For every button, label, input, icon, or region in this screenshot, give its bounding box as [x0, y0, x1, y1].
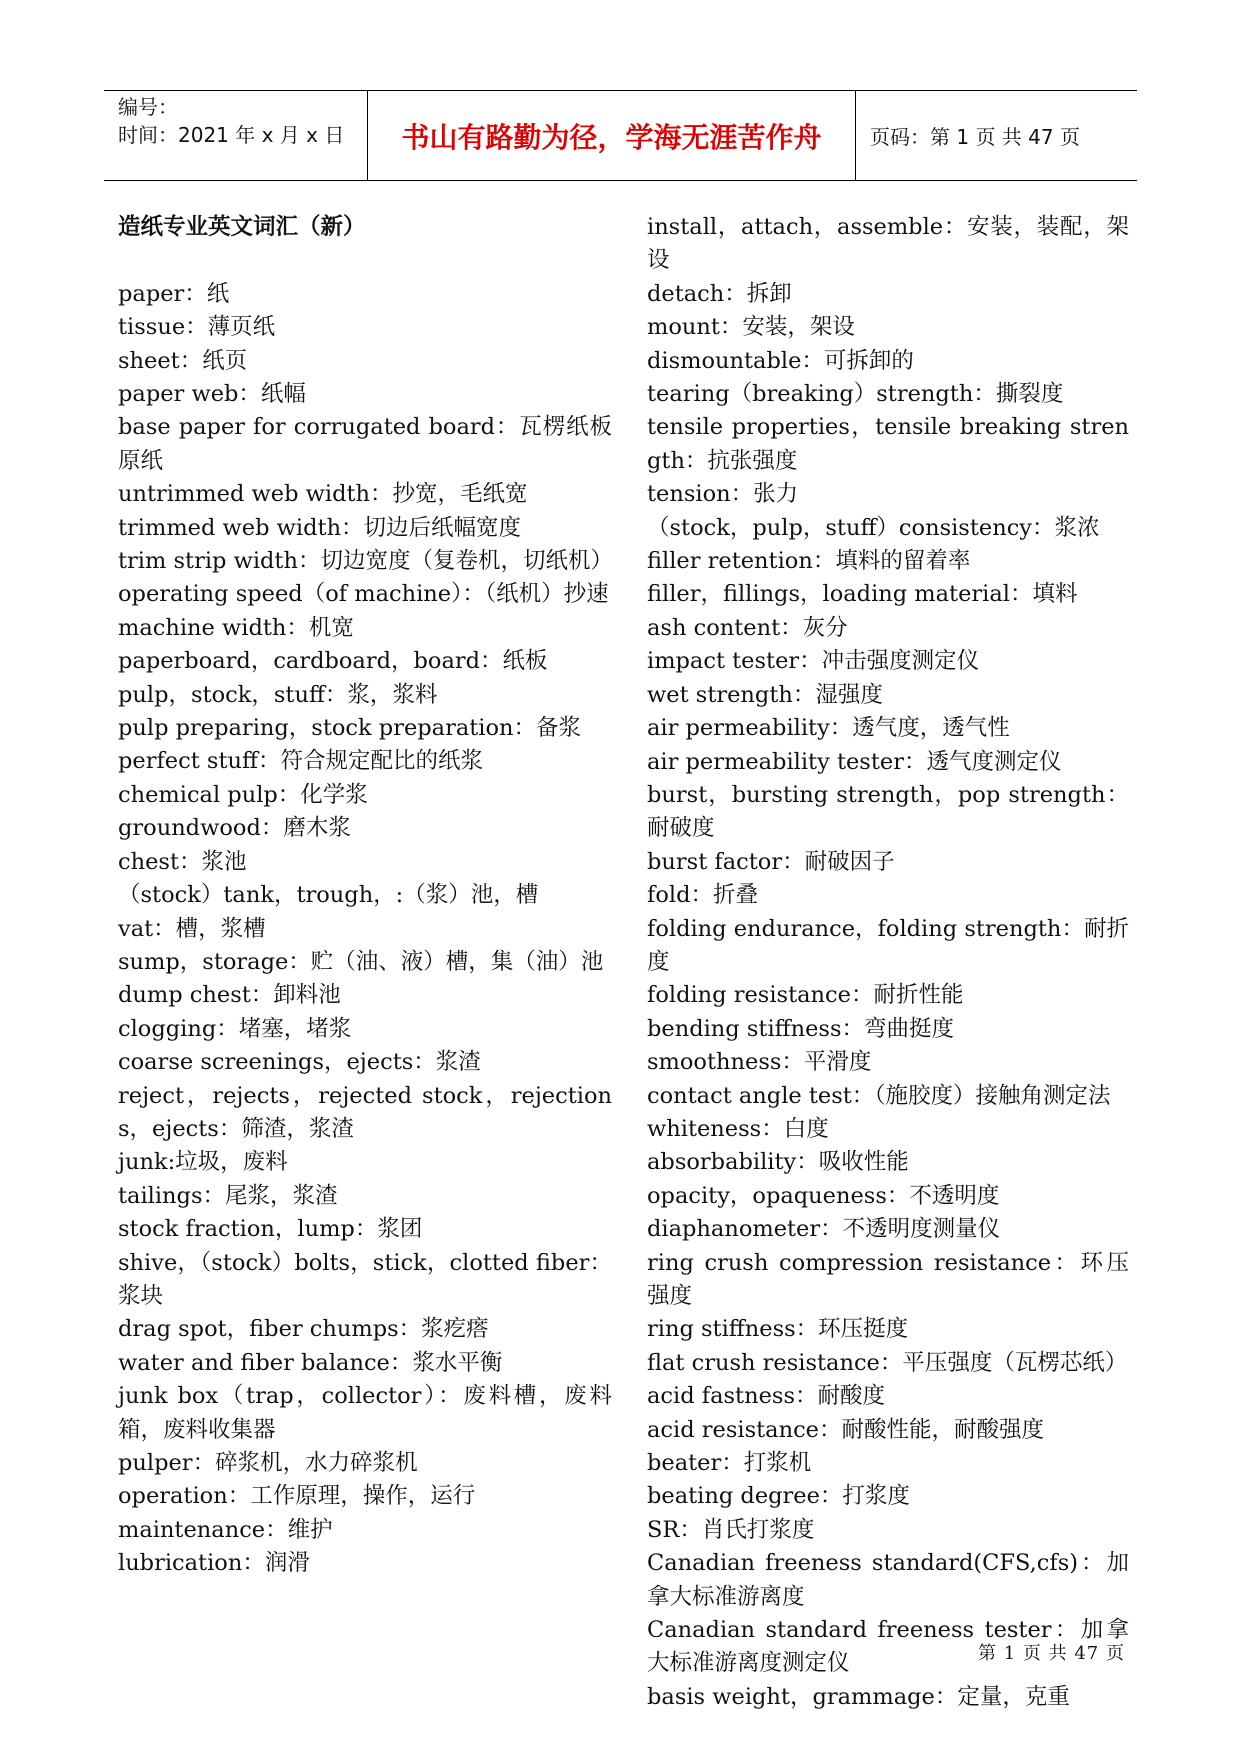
glossary-entry: mount：安装，架设	[647, 314, 855, 341]
glossary-entry: air permeability：透气度，透气性	[647, 715, 1010, 742]
glossary-entry: shive，（stock）bolts，stick，clotted fiber：浆块	[118, 1249, 612, 1309]
glossary-entry: paper：纸	[118, 280, 230, 307]
header-motto-cell	[367, 91, 856, 180]
glossary-entry: wet strength：湿强度	[647, 681, 883, 708]
glossary-entry: coarse screenings，ejects：浆渣	[118, 1049, 481, 1076]
glossary-entry: perfect stuff：符合规定配比的纸浆	[118, 748, 483, 775]
glossary-entry: vat：槽，浆槽	[118, 915, 266, 942]
document-title: 造纸专业英文词汇（新）	[118, 214, 366, 240]
glossary-entry: acid resistance：耐酸性能，耐酸强度	[647, 1416, 1044, 1443]
glossary-entry: sheet：纸页	[118, 347, 248, 374]
glossary-entry: trimmed web width：切边后纸幅宽度	[118, 514, 522, 541]
glossary-entry: burst factor：耐破因子	[647, 848, 895, 875]
glossary-entry: （stock，pulp，stuff）consistency：浆浓	[647, 514, 1100, 541]
glossary-entry: fold：折叠	[647, 882, 758, 909]
glossary-entry: reject，rejects，rejected stock，rejections，ejects：筛渣，浆渣	[118, 1082, 612, 1142]
glossary-entry: smoothness：平滑度	[647, 1049, 872, 1076]
glossary-entry: SR：肖氏打浆度	[647, 1516, 815, 1543]
glossary-entry: absorbability：吸收性能	[647, 1149, 909, 1176]
glossary-entry: dump chest：卸料池	[118, 982, 341, 1009]
glossary-entry: pulp preparing，stock preparation：备浆	[118, 715, 582, 742]
glossary-entry: bending stiffness：弯曲挺度	[647, 1015, 955, 1042]
glossary-entry: ring crush compression resistance：环压强度	[647, 1249, 1129, 1309]
glossary-entry: ash content：灰分	[647, 614, 848, 641]
glossary-entry: trim strip width：切边宽度（复卷机，切纸机）	[118, 548, 613, 575]
glossary-entry: chemical pulp：化学浆	[118, 781, 368, 808]
glossary-entry: folding endurance，folding strength：耐折度	[647, 915, 1129, 975]
glossary-entry: tension：张力	[647, 481, 799, 508]
glossary-entry: groundwood：磨木浆	[118, 815, 351, 842]
left-glossary-list	[118, 278, 612, 1581]
glossary-entry: drag spot，fiber chumps：浆疙瘩	[118, 1316, 489, 1343]
header-page-cell	[856, 91, 1137, 180]
glossary-entry: operating speed（of machine）：（纸机）抄速	[118, 581, 609, 608]
glossary-entry: beating degree：打浆度	[647, 1483, 910, 1510]
glossary-entry: ring stiffness：环压挺度	[647, 1316, 909, 1343]
glossary-entry: base paper for corrugated board：瓦楞纸板原纸	[118, 414, 612, 474]
glossary-entry: pulper：碎浆机，水力碎浆机	[118, 1450, 418, 1476]
glossary-entry: folding resistance：耐折性能	[647, 982, 964, 1009]
glossary-entry: tensile properties，tensile breaking strength：抗张强度	[647, 414, 1129, 474]
glossary-entry: Canadian standard freeness tester：加拿大标准游离度测定仪	[647, 1617, 1129, 1677]
glossary-entry: stock fraction，lump：浆团	[118, 1216, 423, 1243]
glossary-entry: burst，bursting strength，pop strength：耐破度	[647, 781, 1129, 842]
right-glossary-list	[647, 211, 1129, 1714]
glossary-entry: operation：工作原理，操作，运行	[118, 1483, 476, 1510]
page-footer: 第 1 页 共 47 页	[978, 1643, 1125, 1664]
left-column	[118, 211, 612, 1581]
serial-number-label: 编号：	[118, 95, 178, 119]
glossary-entry: install，attach，assemble：安装，装配，架设	[647, 214, 1129, 274]
glossary-entry: chest：浆池	[118, 848, 247, 875]
glossary-entry: tailings：尾浆，浆渣	[118, 1182, 338, 1209]
glossary-entry: whiteness：白度	[647, 1115, 829, 1142]
glossary-entry: lubrication：润滑	[118, 1550, 310, 1577]
glossary-entry: tearing（breaking）strength：撕裂度	[647, 381, 1064, 408]
glossary-entry: beater：打浆机	[647, 1450, 812, 1477]
glossary-entry: paper web：纸幅	[118, 381, 306, 407]
glossary-entry: untrimmed web width：抄宽，毛纸宽	[118, 481, 528, 508]
header-meta	[104, 91, 367, 180]
glossary-entry: contact angle test：（施胶度）接触角测定法	[647, 1082, 1111, 1109]
glossary-entry: clogging：堵塞，堵浆	[118, 1015, 352, 1042]
header-motto: 书山有路勤为径，学海无涯苦作舟	[401, 120, 822, 154]
page-header	[104, 90, 1137, 181]
glossary-entry: paperboard，cardboard，board：纸板	[118, 648, 548, 675]
glossary-entry: dismountable：可拆卸的	[647, 347, 914, 374]
glossary-entry: detach：拆卸	[647, 280, 792, 307]
glossary-entry: junk:垃圾，废料	[118, 1149, 288, 1176]
glossary-entry: flat crush resistance：平压强度（瓦楞芯纸）	[647, 1349, 1128, 1376]
glossary-entry: opacity，opaqueness：不透明度	[647, 1182, 1000, 1209]
glossary-entry: acid fastness：耐酸度	[647, 1383, 885, 1410]
glossary-entry: Canadian freeness standard(CFS,cfs)：加拿大标准游离度	[647, 1550, 1129, 1610]
date-label: 时间：2021 年 x 月 x 日	[118, 123, 345, 147]
glossary-entry: air permeability tester：透气度测定仪	[647, 748, 1062, 775]
glossary-entry: （stock）tank，trough，:（浆）池，槽	[118, 882, 539, 909]
glossary-entry: basis weight，grammage：定量，克重	[647, 1683, 1070, 1710]
glossary-entry: maintenance：维护	[118, 1516, 333, 1543]
glossary-entry: machine width：机宽	[118, 614, 354, 641]
glossary-entry: diaphanometer：不透明度测量仪	[647, 1216, 1001, 1243]
glossary-entry: tissue：薄页纸	[118, 314, 276, 341]
title-spacer	[118, 244, 612, 277]
header-page-info: 页码：第 1 页 共 47 页	[870, 125, 1080, 149]
glossary-entry: junk box（trap，collector）：废料槽，废料箱，废料收集器	[118, 1383, 612, 1443]
right-column	[647, 211, 1129, 1714]
glossary-entry: sump，storage：贮（油、液）槽，集（油）池	[118, 948, 604, 975]
glossary-entry: filler，fillings，loading material：填料	[647, 581, 1078, 608]
glossary-entry: impact tester：冲击强度测定仪	[647, 648, 980, 675]
glossary-entry: pulp，stock，stuff：浆，浆料	[118, 681, 438, 708]
glossary-entry: water and fiber balance：浆水平衡	[118, 1349, 503, 1376]
glossary-entry: filler retention：填料的留着率	[647, 548, 971, 575]
